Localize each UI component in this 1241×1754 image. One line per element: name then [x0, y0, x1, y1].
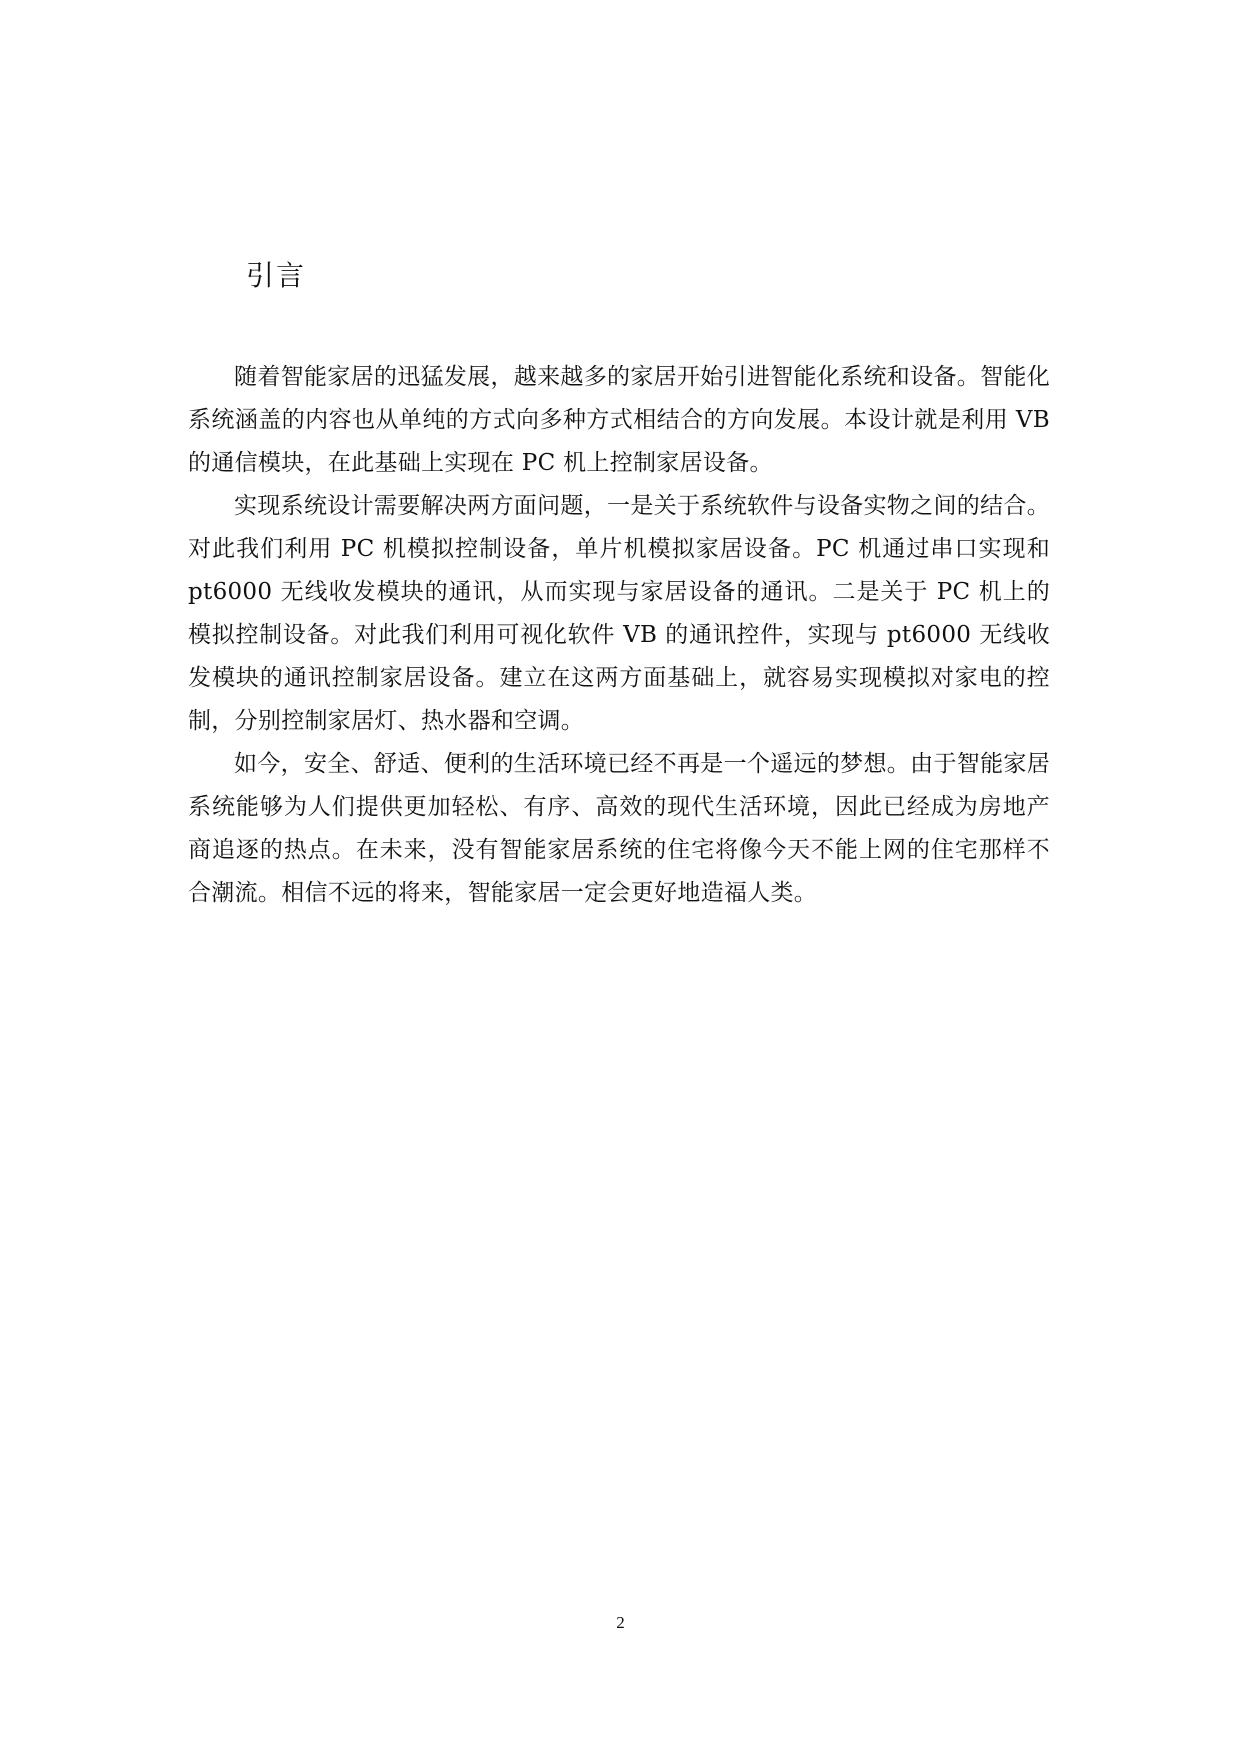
body-text	[188, 356, 1050, 915]
paragraph-1: 随着智能家居的迅猛发展，越来越多的家居开始引进智能化系统和设备。智能化系统涵盖的内容也从单纯的方式向多种方式相结合的方向发展。本设计就是利用 VB 的通信模块，在此基础上实现在 PC 机上控制家居设备。	[188, 364, 1050, 476]
paragraph-3: 如今，安全、舒适、便利的生活环境已经不再是一个遥远的梦想。由于智能家居系统能够为人们提供更加轻松、有序、高效的现代生活环境，因此已经成为房地产商追逐的热点。在未来，没有智能家居系统的住宅将像今天不能上网的住宅那样不合潮流。相信不远的将来，智能家居一定会更好地造福人类。	[188, 751, 1050, 906]
page-number: 2	[616, 1613, 625, 1632]
section-heading: 引言	[246, 259, 307, 292]
paragraph-2: 实现系统设计需要解决两方面问题，一是关于系统软件与设备实物之间的结合。对此我们利用 PC 机模拟控制设备，单片机模拟家居设备。PC 机通过串口实现和 pt6000 无线收发模块的通讯，从而实现与家居设备的通讯。二是关于 PC 机上的模拟控制设备。对此我们利用可视化软件 VB 的通讯控件，实现与 pt6000 无线收发模块的通讯控制家居设备。建立在这两方面基础上，就容易实现模拟对家电的控制，分别控制家居灯、热水器和空调。	[188, 493, 1050, 734]
